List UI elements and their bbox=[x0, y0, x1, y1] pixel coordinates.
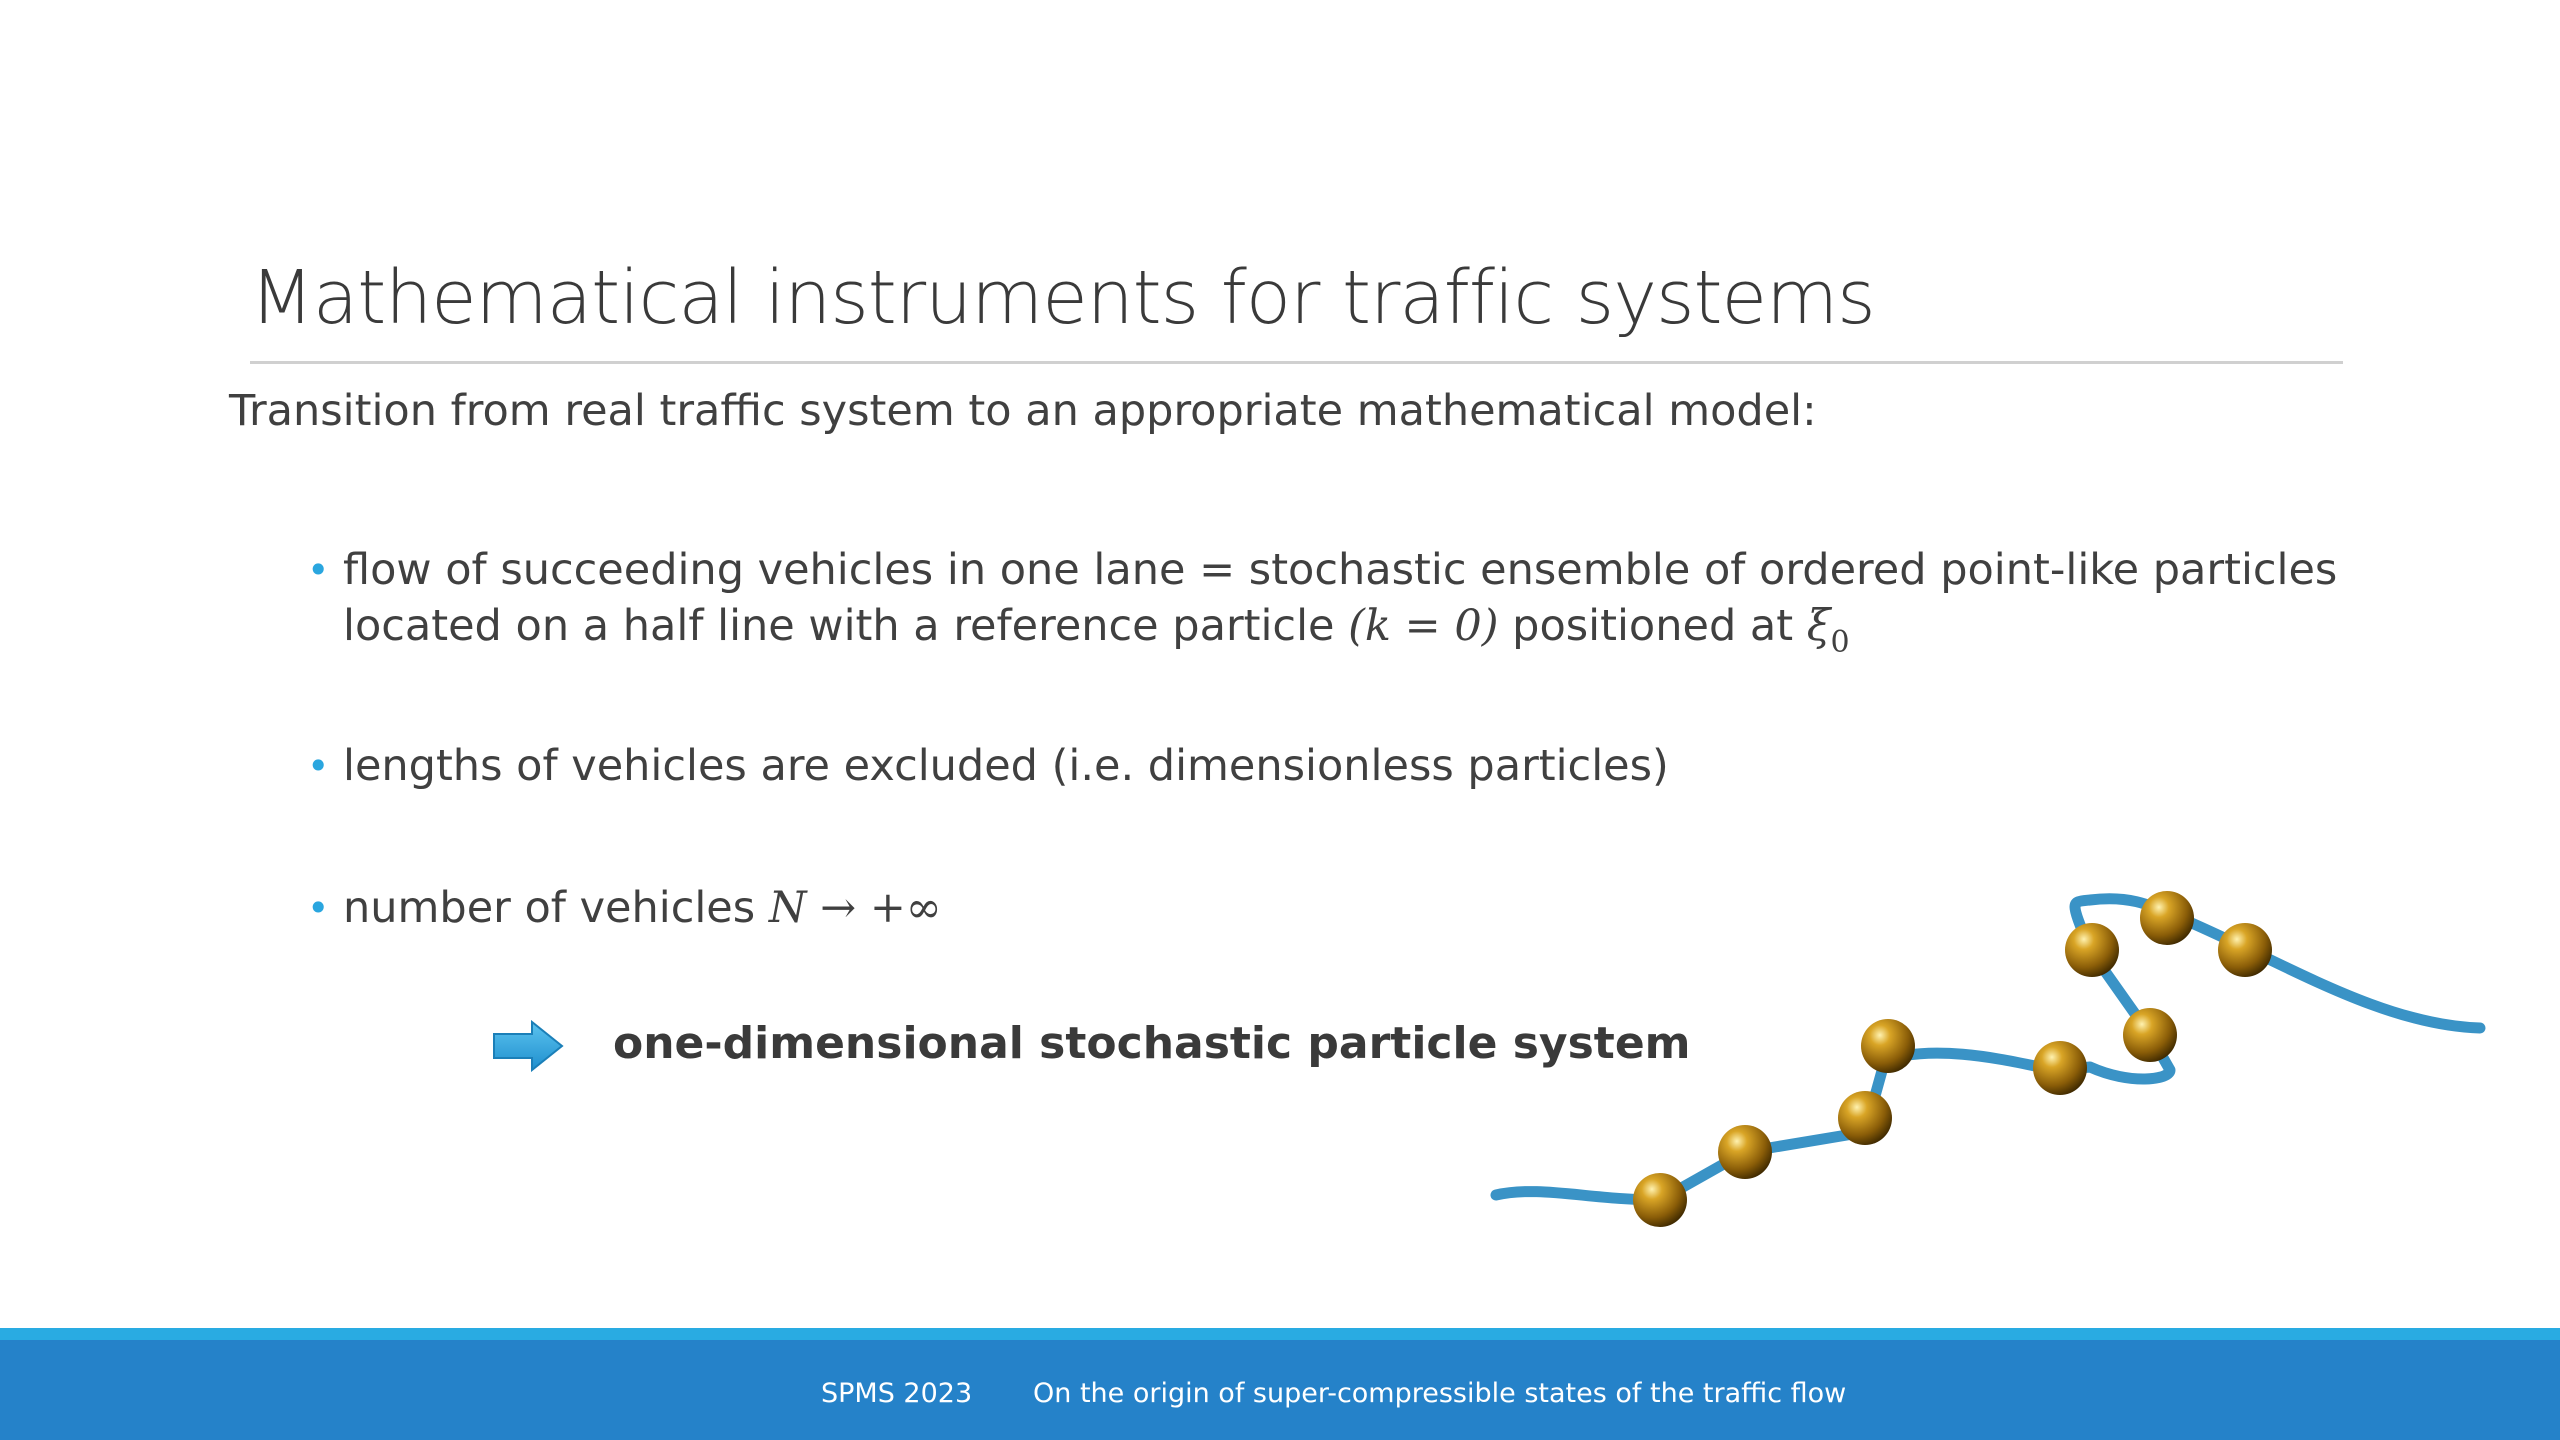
bullet-1-line-1: flow of succeeding vehicles in one lane = stochastic ensemble of ordered point-like particles bbox=[343, 545, 2338, 595]
particle-bead bbox=[1718, 1125, 1772, 1179]
right-arrow-icon bbox=[492, 1020, 564, 1072]
bullet-dot: • bbox=[307, 744, 330, 788]
bullet-2-text: lengths of vehicles are excluded (i.e. dimensionless particles) bbox=[343, 741, 1669, 791]
bullet-item-3 bbox=[307, 880, 942, 936]
particle-bead bbox=[2140, 891, 2194, 945]
chain-curve bbox=[1496, 899, 2480, 1200]
bullet-1-text-a: located on a half line with a reference particle bbox=[343, 601, 1349, 651]
particle-bead bbox=[2065, 923, 2119, 977]
bullet-3-math-limit: → +∞ bbox=[806, 883, 942, 933]
intro-text: Transition from real traffic system to an appropriate mathematical model: bbox=[229, 386, 1817, 436]
particle-bead bbox=[1838, 1091, 1892, 1145]
bullet-item-2 bbox=[307, 738, 1669, 794]
particle-bead bbox=[2123, 1008, 2177, 1062]
particle-bead bbox=[1633, 1173, 1687, 1227]
bullet-1-xi-subscript: 0 bbox=[1830, 625, 1850, 660]
bullet-1-line-2 bbox=[343, 598, 2337, 671]
footer-talk-title: On the origin of super-compressible states of the traffic flow bbox=[1033, 1378, 1847, 1409]
particle-bead bbox=[2218, 923, 2272, 977]
particle-bead bbox=[2033, 1041, 2087, 1095]
particle-chain-illustration bbox=[1480, 870, 2500, 1240]
bullet-item-1 bbox=[307, 542, 2338, 671]
footer-accent-bar bbox=[0, 1328, 2560, 1340]
bullet-dot: • bbox=[307, 886, 330, 930]
bullet-3-text: number of vehicles bbox=[343, 883, 769, 933]
footer-conference: SPMS 2023 bbox=[821, 1378, 973, 1409]
bullet-3-math-n: N bbox=[768, 883, 807, 933]
slide-title: Mathematical instruments for traffic systems bbox=[250, 255, 1875, 341]
title-divider bbox=[250, 361, 2343, 364]
bullet-1-xi-symbol: ξ bbox=[1806, 601, 1831, 651]
conclusion-text: one-dimensional stochastic particle system bbox=[613, 1018, 1691, 1069]
bullet-1-text-b: positioned at bbox=[1498, 601, 1807, 651]
bullet-dot: • bbox=[307, 548, 330, 592]
particle-bead bbox=[1861, 1019, 1915, 1073]
bullet-1-math-k: (k = 0) bbox=[1348, 601, 1499, 651]
